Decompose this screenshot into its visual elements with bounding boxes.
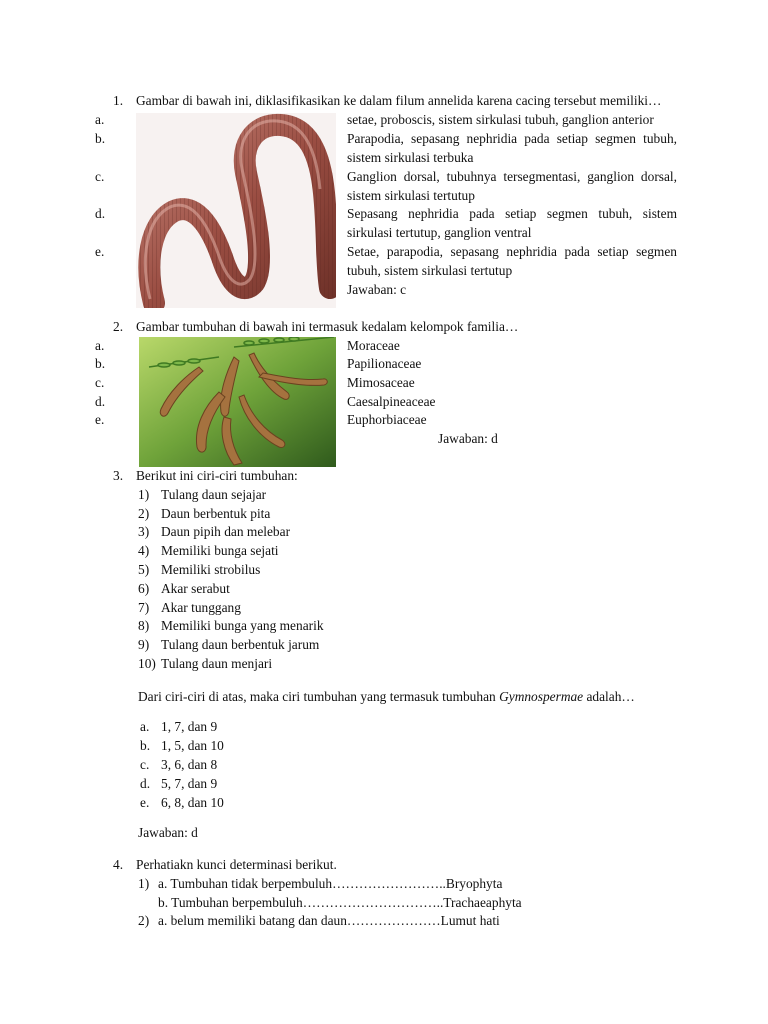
question-number: 2. xyxy=(113,319,124,334)
option-letter: b. xyxy=(95,356,106,371)
option-letter: a. xyxy=(95,338,105,353)
option-text: 5, 7, dan 9 xyxy=(161,776,218,791)
key-number: 1) xyxy=(138,876,150,891)
trait-text: Memiliki bunga sejati xyxy=(161,543,279,558)
option-letter: e. xyxy=(140,795,150,810)
option-text: Moraceae xyxy=(347,338,400,353)
question-text: Gambar tumbuhan di bawah ini termasuk kedalam kelompok familia… xyxy=(136,319,519,334)
trait-text: Akar tunggang xyxy=(161,600,241,615)
trait-text: Tulang daun menjari xyxy=(161,656,273,671)
trait-text: Memiliki strobilus xyxy=(161,562,261,577)
option-text: Ganglion dorsal, tubuhnya tersegmentasi, ganglion dorsal, xyxy=(347,169,677,184)
answer-text: Jawaban: c xyxy=(347,282,407,297)
option-letter: b. xyxy=(95,131,106,146)
question-prompt: Dari ciri-ciri di atas, maka ciri tumbuhan yang termasuk tumbuhan Gymnospermae adalah… xyxy=(138,689,635,704)
question-number: 4. xyxy=(113,857,124,872)
question-number: 1. xyxy=(113,93,124,108)
tamarind-plant-image xyxy=(139,337,336,467)
option-text: Setae, parapodia, sepasang nephridia pada setiap segmen xyxy=(347,244,677,259)
trait-number: 9) xyxy=(138,637,150,652)
answer-text: Jawaban: d xyxy=(138,825,198,840)
option-text: Euphorbiaceae xyxy=(347,412,427,427)
option-text-cont: sistem sirkulasi terbuka xyxy=(347,150,474,165)
option-text: Papilionaceae xyxy=(347,356,422,371)
option-letter: b. xyxy=(140,738,151,753)
option-letter: c. xyxy=(95,375,105,390)
option-text: 6, 8, dan 10 xyxy=(161,795,224,810)
key-number: 2) xyxy=(138,913,150,928)
option-letter: d. xyxy=(140,776,151,791)
option-text: Caesalpineaceae xyxy=(347,394,436,409)
trait-number: 8) xyxy=(138,618,150,633)
earthworm-image xyxy=(136,113,336,308)
option-letter: c. xyxy=(95,169,105,184)
trait-text: Tulang daun sejajar xyxy=(161,487,267,502)
trait-number: 6) xyxy=(138,581,150,596)
option-text: Parapodia, sepasang nephridia pada setiap segmen tubuh, xyxy=(347,131,677,146)
option-letter: c. xyxy=(140,757,150,772)
answer-text: Jawaban: d xyxy=(438,431,498,446)
key-line: a. belum memiliki batang dan daun…………………Lumut hati xyxy=(158,913,500,928)
question-text: Gambar di bawah ini, diklasifikasikan ke dalam filum annelida karena cacing tersebut memiliki… xyxy=(136,93,662,108)
option-text: 1, 5, dan 10 xyxy=(161,738,224,753)
option-text-cont: tubuh, sistem sirkulasi tertutup xyxy=(347,263,513,278)
option-text-cont: sistem sirkulasi tertutup xyxy=(347,188,475,203)
question-text: Berikut ini ciri-ciri tumbuhan: xyxy=(136,468,298,483)
trait-number: 7) xyxy=(138,600,150,615)
trait-number: 5) xyxy=(138,562,150,577)
trait-number: 1) xyxy=(138,487,150,502)
key-line: a. Tumbuhan tidak berpembuluh……………………..Bryophyta xyxy=(158,876,503,891)
key-line: b. Tumbuhan berpembuluh…………………………..Trachaeaphyta xyxy=(158,895,522,910)
option-letter: e. xyxy=(95,244,105,259)
trait-number: 4) xyxy=(138,543,150,558)
question-text: Perhatiakn kunci determinasi berikut. xyxy=(136,857,337,872)
option-letter: a. xyxy=(140,719,150,734)
question-number: 3. xyxy=(113,468,124,483)
option-text-cont: sirkulasi tertutup, ganglion ventral xyxy=(347,225,532,240)
trait-number: 3) xyxy=(138,524,150,539)
trait-number: 10) xyxy=(138,656,156,671)
trait-text: Daun berbentuk pita xyxy=(161,506,271,521)
trait-text: Tulang daun berbentuk jarum xyxy=(161,637,320,652)
option-letter: e. xyxy=(95,412,105,427)
option-text: 3, 6, dan 8 xyxy=(161,757,218,772)
option-letter: a. xyxy=(95,112,105,127)
trait-number: 2) xyxy=(138,506,150,521)
option-text: 1, 7, dan 9 xyxy=(161,719,218,734)
trait-text: Memiliki bunga yang menarik xyxy=(161,618,324,633)
option-letter: d. xyxy=(95,206,106,221)
option-text: Mimosaceae xyxy=(347,375,415,390)
trait-text: Daun pipih dan melebar xyxy=(161,524,291,539)
option-letter: d. xyxy=(95,394,106,409)
option-text: setae, proboscis, sistem sirkulasi tubuh, ganglion anterior xyxy=(347,112,654,127)
trait-text: Akar serabut xyxy=(161,581,230,596)
option-text: Sepasang nephridia pada setiap segmen tubuh, sistem xyxy=(347,206,677,221)
